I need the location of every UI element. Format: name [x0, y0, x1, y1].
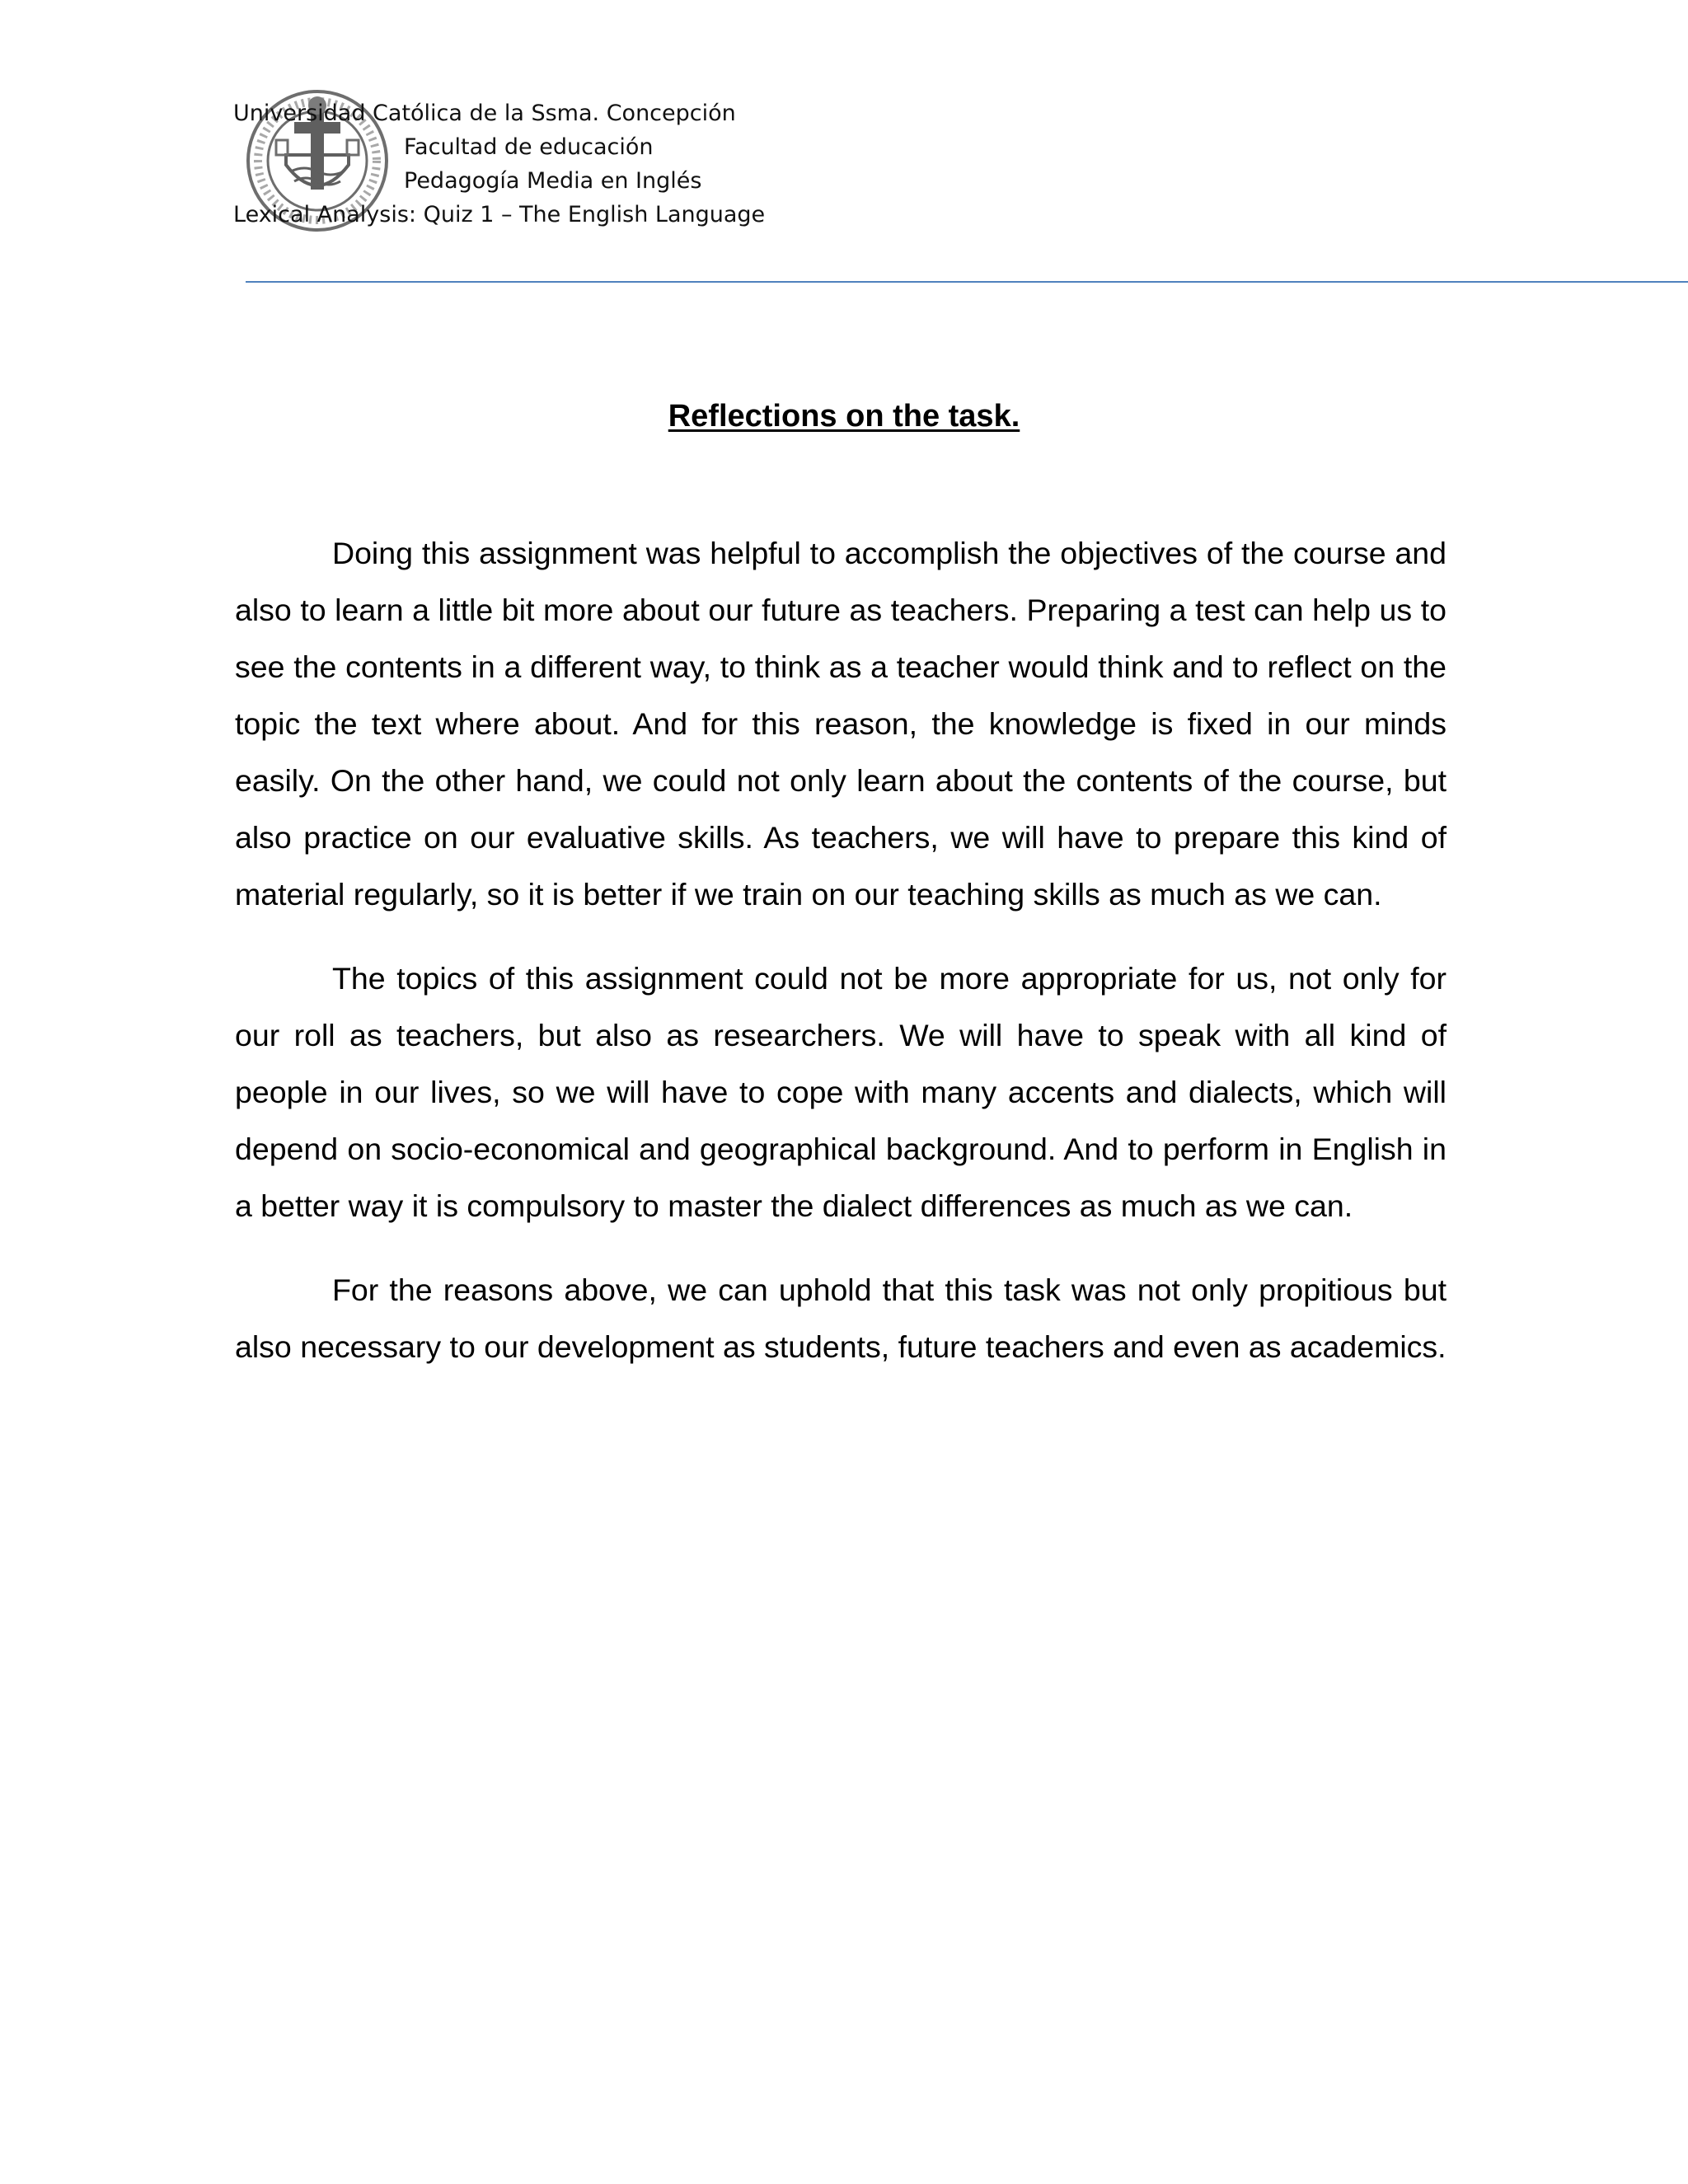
header-institution: Universidad Católica de la Ssma. Concepción: [233, 101, 736, 126]
header-faculty: Facultad de educación: [404, 134, 654, 160]
header-program: Pedagogía Media en Inglés: [404, 168, 702, 194]
paragraph-1: Doing this assignment was helpful to accomplish the objectives of the course and also to learn a little bit more about our future as teachers. Preparing a test can help us to see the contents in a different way, to think as a teacher would think and to reflect on the topic the text where about. And for this reason, the knowledge is fixed in our minds easily. On the other hand, we could not only learn about the contents of the course, but also practice on our evaluative skills. As teachers, we will have to prepare this kind of material regularly, so it is better if we train on our teaching skills as much as we can.: [235, 536, 1447, 912]
paragraph-2: The topics of this assignment could not be more appropriate for us, not only for our roll as teachers, but also as researchers. We will have to speak with all kind of people in our lives, so we will have to cope with many accents and dialects, which will depend on socio-economical and geographical background. And to perform in English in a better way it is compulsory to master the dialect differences as much as we can.: [235, 961, 1447, 1223]
header-divider: [246, 281, 1688, 283]
document-title: Reflections on the task.: [668, 399, 1020, 434]
header-course: Lexical Analysis: Quiz 1 – The English Language: [233, 202, 766, 227]
paragraph-3: For the reasons above, we can uphold that this task was not only propitious but also necessary to our development as students, future teachers and even as academics.: [235, 1272, 1447, 1364]
document-body: [235, 525, 1447, 1403]
